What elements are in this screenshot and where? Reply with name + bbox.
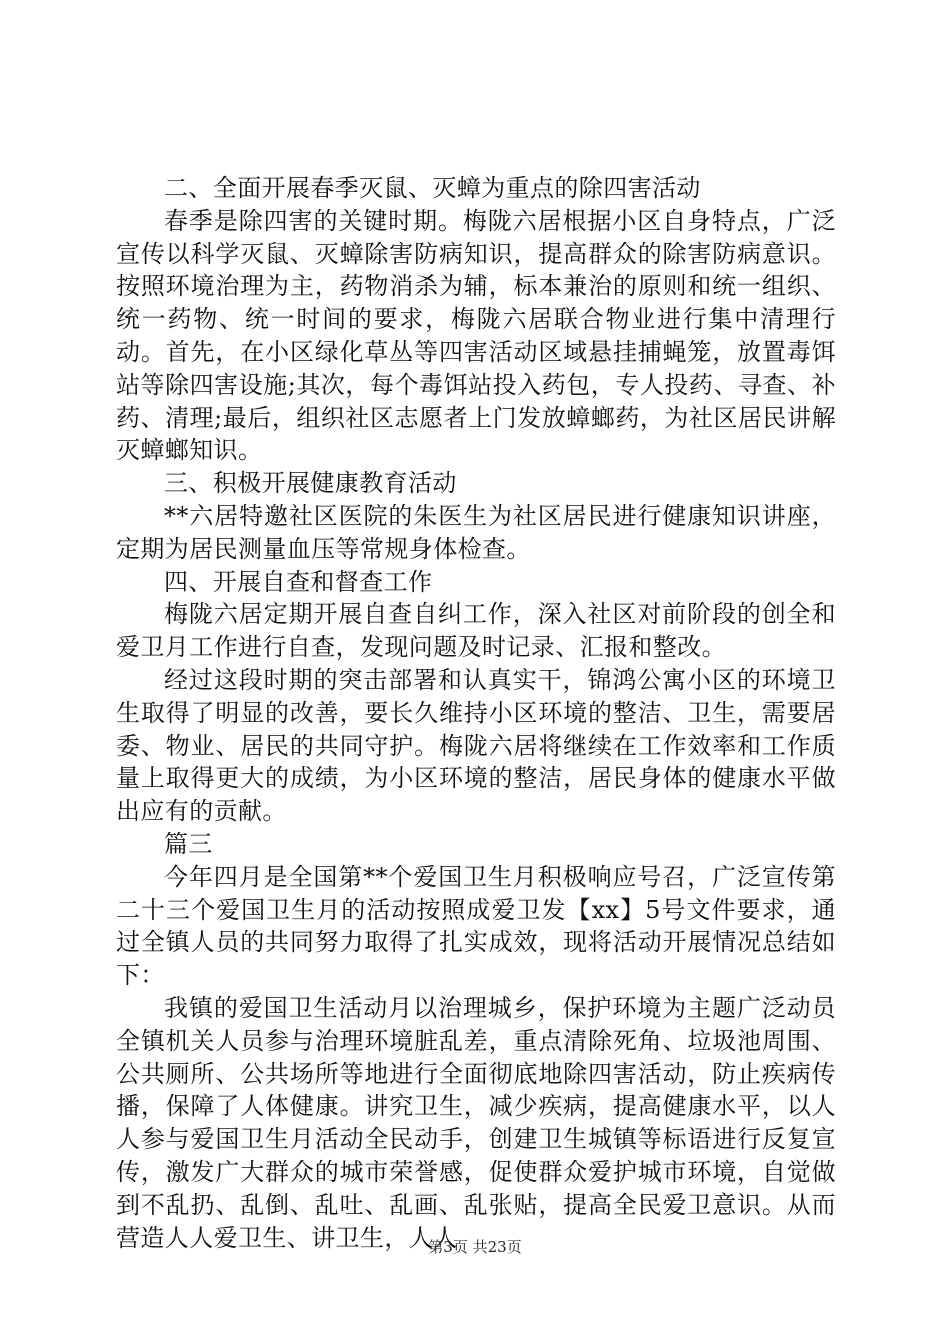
paragraph-hygiene-month-activities: 我镇的爱国卫生活动月以治理城乡，保护环境为主题广泛动员全镇机关人员参与治理环境脏乱差，重点清除死角、垃圾池周围、公共厕所、公共场所等地进行全面彻底地除四害活动，防止疾病传播，保障了人体健康。讲究卫生，减少疾病，提高健康水平，以人人参与爱国卫生月活动全民动手，创建卫生城镇等标语进行反复宣传，激发广大群众的城市荣誉感，促使群众爱护城市环境，自觉做到不乱扔、乱倒、乱吐、乱画、乱张贴，提高全民爱卫意识。从而营造人人爱卫生、讲卫生，人人 — [116, 993, 836, 1252]
paragraph-health-education: **六居特邀社区医院的朱医生为社区居民进行健康知识讲座，定期为居民测量血压等常规身体检查。 — [116, 501, 836, 563]
page-footer: 第3页 共23页 — [428, 1238, 522, 1256]
paragraph-hygiene-month-intro: 今年四月是全国第**个爱国卫生月积极响应号召，广泛宣传第二十三个爱国卫生月的活动按照成爱卫发【xx】5号文件要求，通过全镇人员的共同努力取得了扎实成效，现将活动开展情况总结如下： — [116, 862, 836, 990]
section-heading-2: 二、全面开展春季灭鼠、灭蟑为重点的除四害活动 — [164, 174, 701, 202]
paragraph-summary: 经过这段时期的突击部署和认真实干，锦鸿公寓小区的环境卫生取得了明显的改善，要长久维持小区环境的整洁、卫生，需要居委、物业、居民的共同守护。梅陇六居将继续在工作效率和工作质量上取得更大的成绩，为小区环境的整洁，居民身体的健康水平做出应有的贡献。 — [116, 665, 836, 826]
paragraph-spring-pest-control: 春季是除四害的关键时期。梅陇六居根据小区自身特点，广泛宣传以科学灭鼠、灭蟑除害防病知识，提高群众的除害防病意识。按照环境治理为主，药物消杀为辅，标本兼治的原则和统一组织、统一药物、统一时间的要求，梅陇六居联合物业进行集中清理行动。首先，在小区绿化草丛等四害活动区域悬挂捕蝇笼，放置毒饵站等除四害设施;其次，每个毒饵站投入药包，专人投药、寻查、补药、清理;最后，组织社区志愿者上门发放蟑螂药，为社区居民讲解灭蟑螂知识。 — [116, 206, 836, 465]
document-body — [116, 172, 836, 1254]
paragraph-self-inspection: 梅陇六居定期开展自查自纠工作，深入社区对前阶段的创全和爱卫月工作进行自查，发现问题及时记录、汇报和整改。 — [116, 600, 836, 662]
section-heading-4: 四、开展自查和督查工作 — [164, 567, 433, 596]
section-heading-3: 三、积极开展健康教育活动 — [164, 469, 457, 498]
article-heading-part3: 篇三 — [164, 829, 213, 858]
